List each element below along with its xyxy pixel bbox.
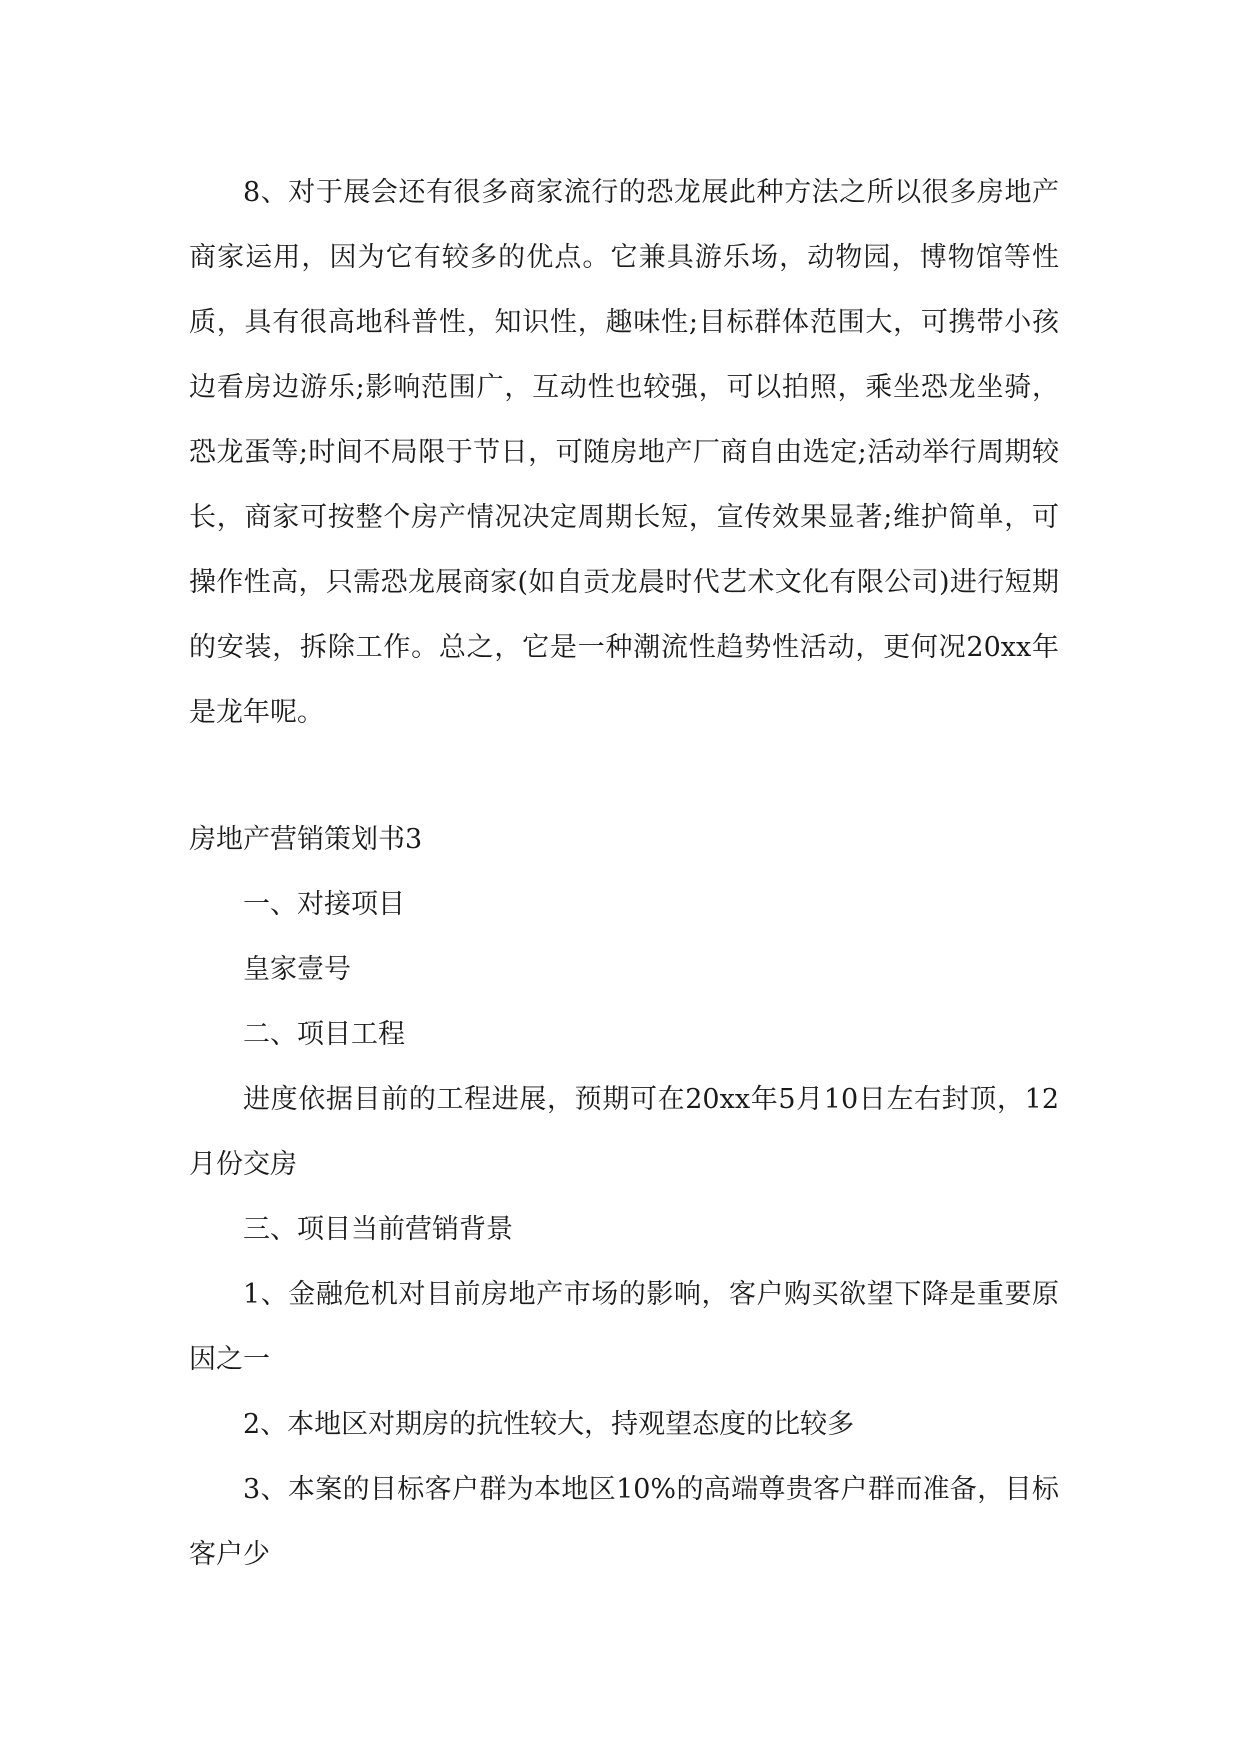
heading-docking-project: 一、对接项目 [243, 889, 405, 920]
section-spacer [189, 745, 1059, 807]
heading-project-engineering: 二、项目工程 [243, 1019, 405, 1050]
background-item-3: 3、本案的目标客户群为本地区10%的高端尊贵客户群而准备，目标客户少 [189, 1474, 1059, 1570]
section-title: 房地产营销策划书3 [189, 824, 423, 855]
heading-marketing-background: 三、项目当前营销背景 [243, 1214, 513, 1245]
background-item-1: 1、金融危机对目前房地产市场的影响，客户购买欲望下降是重要原因之一 [189, 1279, 1059, 1375]
background-item-2: 2、本地区对期房的抗性较大，持观望态度的比较多 [243, 1409, 855, 1440]
document-page [189, 160, 1059, 1587]
project-name: 皇家壹号 [243, 954, 351, 985]
paragraph-dinosaur-exhibition: 8、对于展会还有很多商家流行的恐龙展此种方法之所以很多房地产商家运用，因为它有较多的优点。它兼具游乐场，动物园，博物馆等性质，具有很高地科普性，知识性，趣味性;目标群体范围大，可携带小孩边看房边游乐;影响范围广，互动性也较强，可以拍照，乘坐恐龙坐骑，恐龙蛋等;时间不局限于节日，可随房地产厂商自由选定;活动举行周期较长，商家可按整个房产情况决定周期长短，宣传效果显著;维护简单，可操作性高，只需恐龙展商家(如自贡龙晨时代艺术文化有限公司)进行短期的安装，拆除工作。总之，它是一种潮流性趋势性活动，更何况20xx年是龙年呢。 [189, 177, 1059, 728]
paragraph-progress: 进度依据目前的工程进展，预期可在20xx年5月10日左右封顶，12月份交房 [189, 1084, 1059, 1180]
